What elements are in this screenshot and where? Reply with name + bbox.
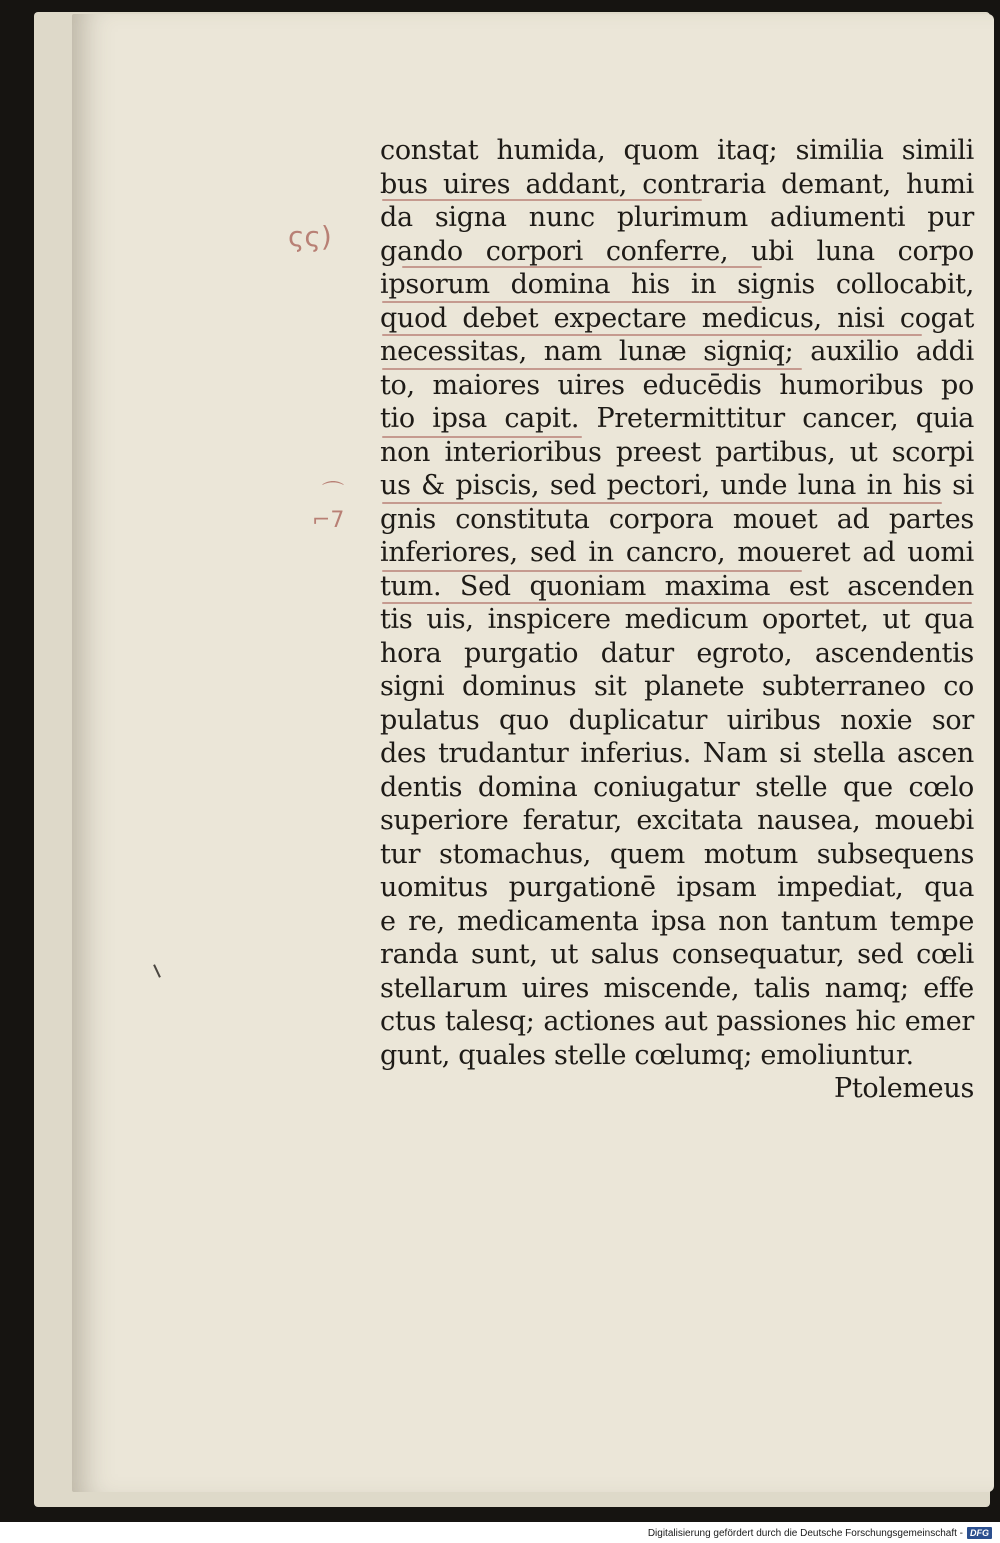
- text-line: stellarum uires miscende, talis namq; effe: [380, 972, 974, 1004]
- text-line: da signa nunc plurimum adiumenti pur: [380, 202, 974, 233]
- text-line: tis uis, inspicere medicum oportet, ut qua: [380, 604, 974, 635]
- text-line: pulatus quo duplicatur uiribus noxie sor: [380, 704, 974, 736]
- margin-annotation-mark: ςς): [288, 220, 332, 253]
- text-line: ipsorum domina his in signis collocabit,: [380, 269, 974, 300]
- margin-pencil-tick: [153, 964, 161, 978]
- text-line: bus uires addant, contraria demant, humi: [380, 168, 974, 200]
- text-line: gunt, quales stelle cœlumq; emoliuntur.: [380, 1039, 914, 1071]
- text-line: gnis constituta corpora mouet ad partes: [380, 503, 974, 535]
- credit-text: Digitalisierung gefördert durch die Deutsche Forschungsgemeinschaft -: [647, 1527, 963, 1539]
- text-line: necessitas, nam lunæ signiq; auxilio addi: [380, 336, 974, 367]
- text-line: non interioribus preest partibus, ut scorpi: [380, 436, 974, 468]
- page-body-text: [380, 134, 974, 1106]
- dfg-logo: DFG: [967, 1527, 992, 1539]
- text-line: signi dominus sit planete subterraneo co: [380, 671, 974, 702]
- text-line: quod debet expectare medicus, nisi cogat: [380, 302, 974, 334]
- catchword: Ptolemeus: [833, 1073, 974, 1104]
- text-line: dentis domina coniugatur stelle que cœlo: [380, 771, 974, 803]
- margin-annotation-mark: ⌐7: [312, 508, 345, 533]
- text-line: tio ipsa capit. Pretermittitur cancer, quia: [380, 403, 974, 434]
- text-line: randa sunt, ut salus consequatur, sed cœli: [380, 939, 974, 970]
- text-line: hora purgatio datur egroto, ascendentis: [380, 637, 974, 669]
- text-line: uomitus purgationē ipsam impediat, qua: [380, 872, 974, 903]
- text-line: constat humida, quom itaq; similia simili: [380, 135, 974, 166]
- text-line: tum. Sed quoniam maxima est ascenden: [380, 570, 974, 602]
- text-line: superiore feratur, excitata nausea, mouebi: [380, 805, 974, 836]
- text-line: tur stomachus, quem motum subsequens: [380, 838, 974, 870]
- margin-annotation-mark: ⌒: [322, 481, 345, 506]
- book-page: [72, 14, 994, 1492]
- text-line: ctus talesq; actiones aut passiones hic emer: [380, 1006, 974, 1037]
- text-line: inferiores, sed in cancro, moueret ad uomi: [380, 537, 974, 568]
- text-line: e re, medicamenta ipsa non tantum tempe: [380, 905, 974, 937]
- text-line: des trudantur inferius. Nam si stella ascen: [380, 738, 974, 769]
- text-line: us & piscis, sed pectori, unde luna in his si: [380, 470, 974, 501]
- digitization-credit: [648, 1526, 992, 1540]
- text-line: to, maiores uires educēdis humoribus po: [380, 369, 974, 401]
- text-line: gando corpori conferre, ubi luna corpo: [380, 235, 974, 267]
